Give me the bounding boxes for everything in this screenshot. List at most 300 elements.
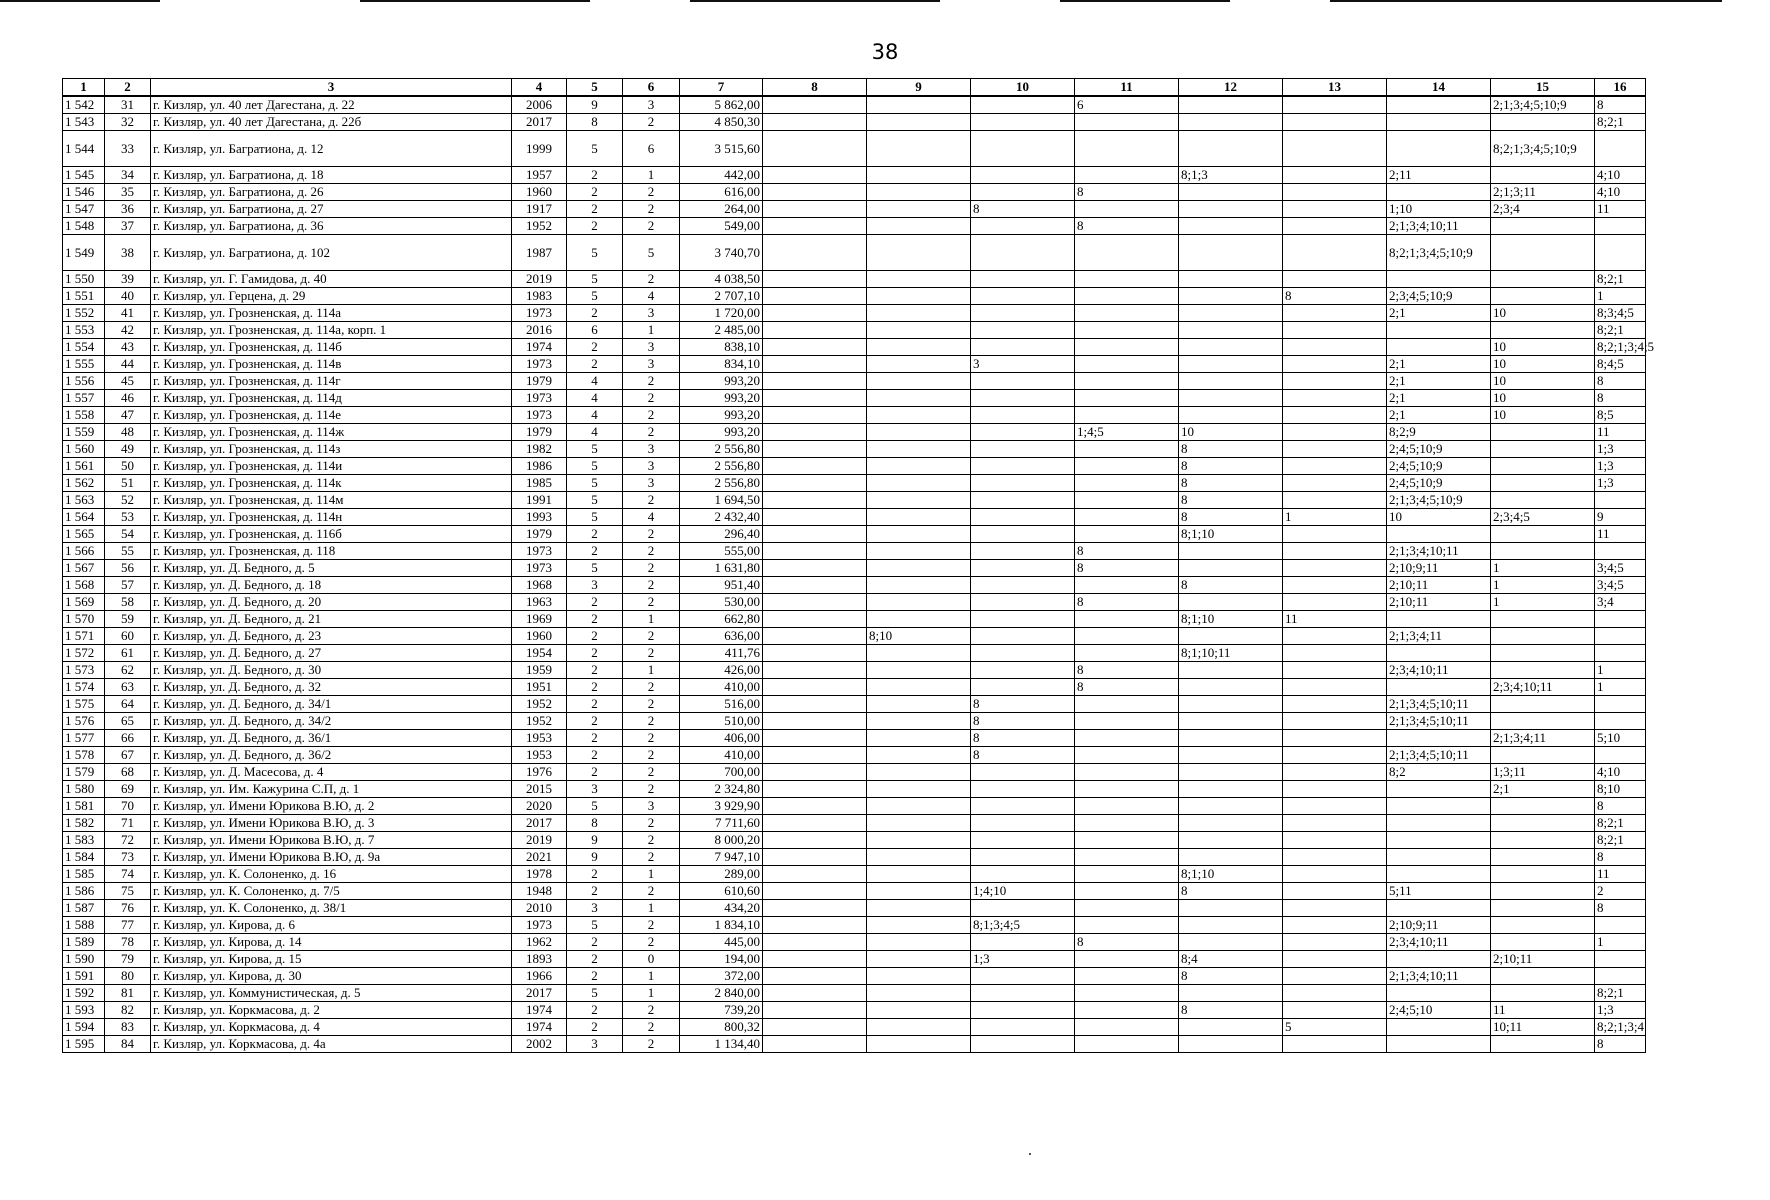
column-header-9: 9	[867, 79, 971, 97]
table-cell-col-11	[1075, 322, 1179, 339]
table-cell-col-3: г. Кизляр, ул. Д. Масесова, д. 4	[151, 764, 512, 781]
table-cell-col-10	[971, 798, 1075, 815]
table-cell-col-4: 1974	[512, 1019, 567, 1036]
table-cell-col-13	[1283, 900, 1387, 917]
table-cell-col-7: 1 720,00	[680, 305, 763, 322]
table-cell-col-5: 2	[567, 1002, 623, 1019]
table-cell-col-1: 1 556	[63, 373, 105, 390]
table-cell-col-1: 1 576	[63, 713, 105, 730]
table-cell-col-2: 38	[105, 235, 151, 271]
table-cell-col-6: 3	[623, 458, 680, 475]
table-cell-col-3: г. Кизляр, ул. Д. Бедного, д. 36/1	[151, 730, 512, 747]
table-cell-col-9	[867, 441, 971, 458]
table-cell-col-2: 78	[105, 934, 151, 951]
table-cell-col-9	[867, 730, 971, 747]
table-cell-col-12: 8;1;10	[1179, 526, 1283, 543]
table-cell-col-14	[1387, 832, 1491, 849]
table-row	[63, 390, 1646, 407]
table-cell-col-10	[971, 373, 1075, 390]
table-cell-col-11	[1075, 441, 1179, 458]
table-cell-col-13	[1283, 390, 1387, 407]
table-cell-col-11	[1075, 1036, 1179, 1053]
table-cell-col-12: 8;1;10;11	[1179, 645, 1283, 662]
table-cell-col-1: 1 563	[63, 492, 105, 509]
table-cell-col-12	[1179, 594, 1283, 611]
table-cell-col-9	[867, 696, 971, 713]
table-cell-col-14	[1387, 849, 1491, 866]
table-cell-col-5: 2	[567, 184, 623, 201]
table-cell-col-13: 1	[1283, 509, 1387, 526]
table-row	[63, 1019, 1646, 1036]
table-row	[63, 866, 1646, 883]
table-cell-col-9	[867, 645, 971, 662]
table-cell-col-15	[1491, 288, 1595, 305]
table-cell-col-2: 47	[105, 407, 151, 424]
table-cell-col-4: 1973	[512, 390, 567, 407]
table-cell-col-1: 1 562	[63, 475, 105, 492]
table-cell-col-6: 3	[623, 305, 680, 322]
table-cell-col-14: 2;1	[1387, 407, 1491, 424]
table-cell-col-10	[971, 594, 1075, 611]
table-cell-col-11	[1075, 832, 1179, 849]
table-cell-col-16: 4;10	[1595, 184, 1646, 201]
table-cell-col-8	[763, 167, 867, 184]
table-cell-col-1: 1 587	[63, 900, 105, 917]
table-cell-col-12	[1179, 1036, 1283, 1053]
table-cell-col-14	[1387, 526, 1491, 543]
table-cell-col-11	[1075, 305, 1179, 322]
table-cell-col-8	[763, 747, 867, 764]
table-row	[63, 543, 1646, 560]
table-cell-col-1: 1 545	[63, 167, 105, 184]
table-cell-col-12: 8	[1179, 968, 1283, 985]
table-cell-col-14: 2;1;3;4;5;10;11	[1387, 696, 1491, 713]
table-cell-col-2: 44	[105, 356, 151, 373]
table-cell-col-2: 64	[105, 696, 151, 713]
table-cell-col-9	[867, 114, 971, 131]
table-cell-col-14: 10	[1387, 509, 1491, 526]
table-cell-col-12	[1179, 832, 1283, 849]
table-cell-col-13	[1283, 934, 1387, 951]
table-cell-col-5: 2	[567, 696, 623, 713]
table-cell-col-15: 2;3;4;10;11	[1491, 679, 1595, 696]
table-cell-col-14	[1387, 815, 1491, 832]
table-cell-col-5: 2	[567, 526, 623, 543]
table-cell-col-3: г. Кизляр, ул. Д. Бедного, д. 23	[151, 628, 512, 645]
table-cell-col-16: 8;4;5	[1595, 356, 1646, 373]
table-cell-col-10	[971, 900, 1075, 917]
table-cell-col-7: 411,76	[680, 645, 763, 662]
table-cell-col-2: 40	[105, 288, 151, 305]
table-cell-col-2: 75	[105, 883, 151, 900]
table-cell-col-5: 4	[567, 373, 623, 390]
table-cell-col-2: 56	[105, 560, 151, 577]
table-cell-col-7: 410,00	[680, 747, 763, 764]
table-cell-col-16: 8;2;1	[1595, 815, 1646, 832]
top-rule-mid1	[360, 0, 590, 2]
table-row	[63, 407, 1646, 424]
table-cell-col-16: 8;2;1;3;4;5	[1595, 339, 1646, 356]
table-cell-col-6: 2	[623, 1036, 680, 1053]
table-row	[63, 271, 1646, 288]
table-cell-col-2: 66	[105, 730, 151, 747]
table-row	[63, 288, 1646, 305]
table-cell-col-4: 1973	[512, 543, 567, 560]
table-cell-col-8	[763, 951, 867, 968]
table-cell-col-16	[1595, 628, 1646, 645]
table-cell-col-7: 406,00	[680, 730, 763, 747]
table-row	[63, 696, 1646, 713]
table-cell-col-8	[763, 390, 867, 407]
table-cell-col-8	[763, 131, 867, 167]
table-cell-col-16: 11	[1595, 866, 1646, 883]
table-cell-col-3: г. Кизляр, ул. Грозненская, д. 114д	[151, 390, 512, 407]
table-cell-col-8	[763, 475, 867, 492]
table-cell-col-5: 6	[567, 322, 623, 339]
table-cell-col-8	[763, 218, 867, 235]
table-cell-col-4: 1982	[512, 441, 567, 458]
table-cell-col-4: 1979	[512, 526, 567, 543]
table-cell-col-9	[867, 577, 971, 594]
table-cell-col-13	[1283, 96, 1387, 114]
table-cell-col-6: 2	[623, 883, 680, 900]
table-cell-col-10	[971, 1002, 1075, 1019]
table-cell-col-4: 1986	[512, 458, 567, 475]
table-cell-col-11	[1075, 201, 1179, 218]
table-cell-col-8	[763, 815, 867, 832]
table-row	[63, 114, 1646, 131]
table-cell-col-14: 2;4;5;10	[1387, 1002, 1491, 1019]
table-cell-col-9	[867, 1002, 971, 1019]
table-cell-col-10: 8;1;3;4;5	[971, 917, 1075, 934]
table-cell-col-3: г. Кизляр, ул. Коркмасова, д. 4	[151, 1019, 512, 1036]
table-cell-col-16	[1595, 968, 1646, 985]
table-cell-col-4: 1969	[512, 611, 567, 628]
table-cell-col-15: 2;1;3;11	[1491, 184, 1595, 201]
table-cell-col-6: 2	[623, 114, 680, 131]
table-cell-col-1: 1 570	[63, 611, 105, 628]
table-cell-col-2: 31	[105, 96, 151, 114]
table-cell-col-10: 8	[971, 713, 1075, 730]
table-cell-col-4: 2021	[512, 849, 567, 866]
table-cell-col-1: 1 561	[63, 458, 105, 475]
table-cell-col-8	[763, 424, 867, 441]
table-cell-col-5: 2	[567, 662, 623, 679]
table-cell-col-12	[1179, 849, 1283, 866]
table-cell-col-7: 1 834,10	[680, 917, 763, 934]
table-cell-col-10	[971, 849, 1075, 866]
table-cell-col-7: 8 000,20	[680, 832, 763, 849]
table-cell-col-14: 2;11	[1387, 167, 1491, 184]
table-cell-col-3: г. Кизляр, ул. Коммунистическая, д. 5	[151, 985, 512, 1002]
table-cell-col-11	[1075, 356, 1179, 373]
table-cell-col-13	[1283, 407, 1387, 424]
table-cell-col-16: 8	[1595, 390, 1646, 407]
table-cell-col-11: 8	[1075, 662, 1179, 679]
table-cell-col-14: 2;10;9;11	[1387, 917, 1491, 934]
table-cell-col-10	[971, 407, 1075, 424]
table-cell-col-8	[763, 407, 867, 424]
table-cell-col-1: 1 573	[63, 662, 105, 679]
table-cell-col-2: 61	[105, 645, 151, 662]
table-cell-col-13	[1283, 235, 1387, 271]
table-cell-col-7: 2 556,80	[680, 441, 763, 458]
table-cell-col-15	[1491, 475, 1595, 492]
table-cell-col-8	[763, 305, 867, 322]
table-cell-col-6: 2	[623, 560, 680, 577]
table-cell-col-9	[867, 968, 971, 985]
table-cell-col-5: 2	[567, 730, 623, 747]
table-cell-col-10: 8	[971, 747, 1075, 764]
table-row	[63, 475, 1646, 492]
table-cell-col-7: 1 134,40	[680, 1036, 763, 1053]
table-cell-col-6: 5	[623, 235, 680, 271]
table-cell-col-7: 834,10	[680, 356, 763, 373]
table-cell-col-2: 63	[105, 679, 151, 696]
table-cell-col-3: г. Кизляр, ул. Кирова, д. 15	[151, 951, 512, 968]
table-cell-col-3: г. Кизляр, ул. Коркмасова, д. 2	[151, 1002, 512, 1019]
table-cell-col-15	[1491, 798, 1595, 815]
table-cell-col-15: 10	[1491, 407, 1595, 424]
table-cell-col-9	[867, 322, 971, 339]
table-cell-col-3: г. Кизляр, ул. Им. Кажурина С.П, д. 1	[151, 781, 512, 798]
table-cell-col-13	[1283, 764, 1387, 781]
table-cell-col-12	[1179, 373, 1283, 390]
table-cell-col-1: 1 557	[63, 390, 105, 407]
table-cell-col-16: 2	[1595, 883, 1646, 900]
table-cell-col-5: 5	[567, 131, 623, 167]
table-cell-col-3: г. Кизляр, ул. Грозненская, д. 114а, корп. 1	[151, 322, 512, 339]
table-cell-col-5: 4	[567, 390, 623, 407]
table-cell-col-1: 1 542	[63, 96, 105, 114]
table-cell-col-12	[1179, 900, 1283, 917]
table-cell-col-7: 4 850,30	[680, 114, 763, 131]
table-cell-col-16	[1595, 917, 1646, 934]
table-cell-col-11	[1075, 1002, 1179, 1019]
table-cell-col-11	[1075, 849, 1179, 866]
table-row	[63, 305, 1646, 322]
table-cell-col-9: 8;10	[867, 628, 971, 645]
table-cell-col-13	[1283, 747, 1387, 764]
table-cell-col-7: 993,20	[680, 390, 763, 407]
table-cell-col-7: 2 840,00	[680, 985, 763, 1002]
table-cell-col-2: 53	[105, 509, 151, 526]
table-row	[63, 509, 1646, 526]
table-cell-col-5: 2	[567, 968, 623, 985]
table-cell-col-4: 1959	[512, 662, 567, 679]
table-cell-col-10: 1;4;10	[971, 883, 1075, 900]
table-cell-col-2: 37	[105, 218, 151, 235]
table-cell-col-5: 5	[567, 492, 623, 509]
table-cell-col-7: 3 929,90	[680, 798, 763, 815]
table-row	[63, 184, 1646, 201]
table-cell-col-1: 1 546	[63, 184, 105, 201]
table-cell-col-3: г. Кизляр, ул. К. Солоненко, д. 38/1	[151, 900, 512, 917]
table-cell-col-2: 65	[105, 713, 151, 730]
table-cell-col-3: г. Кизляр, ул. Кирова, д. 6	[151, 917, 512, 934]
table-cell-col-10	[971, 645, 1075, 662]
table-cell-col-6: 2	[623, 628, 680, 645]
table-cell-col-11	[1075, 713, 1179, 730]
table-row	[63, 917, 1646, 934]
table-cell-col-4: 2019	[512, 832, 567, 849]
table-body	[63, 96, 1655, 1053]
table-row	[63, 458, 1646, 475]
table-cell-col-10: 3	[971, 356, 1075, 373]
table-cell-col-8	[763, 832, 867, 849]
table-cell-col-6: 0	[623, 951, 680, 968]
table-cell-col-6: 2	[623, 679, 680, 696]
table-cell-col-16: 1;3	[1595, 458, 1646, 475]
table-row	[63, 526, 1646, 543]
table-cell-col-5: 2	[567, 356, 623, 373]
table-cell-col-5: 2	[567, 951, 623, 968]
table-cell-col-16	[1595, 492, 1646, 509]
table-cell-col-4: 1974	[512, 339, 567, 356]
table-cell-col-1: 1 590	[63, 951, 105, 968]
table-cell-col-10	[971, 968, 1075, 985]
table-cell-col-6: 1	[623, 968, 680, 985]
table-cell-col-4: 1993	[512, 509, 567, 526]
table-cell-col-15: 8;2;1;3;4;5;10;9	[1491, 131, 1595, 167]
table-cell-col-15	[1491, 815, 1595, 832]
header-row	[63, 79, 1646, 97]
table-cell-col-4: 1973	[512, 407, 567, 424]
table-cell-col-12	[1179, 713, 1283, 730]
table-cell-col-12: 8	[1179, 883, 1283, 900]
table-cell-col-4: 1973	[512, 560, 567, 577]
table-cell-col-6: 2	[623, 849, 680, 866]
table-cell-col-4: 2006	[512, 96, 567, 114]
table-cell-col-2: 60	[105, 628, 151, 645]
table-cell-col-11: 8	[1075, 934, 1179, 951]
table-cell-col-7: 2 485,00	[680, 322, 763, 339]
table-cell-col-6: 2	[623, 577, 680, 594]
table-row	[63, 713, 1646, 730]
table-cell-col-13	[1283, 951, 1387, 968]
table-cell-col-7: 2 432,40	[680, 509, 763, 526]
table-cell-col-14: 2;1;3;4;10;11	[1387, 968, 1491, 985]
table-cell-col-1: 1 566	[63, 543, 105, 560]
table-cell-col-6: 1	[623, 900, 680, 917]
table-cell-col-14: 2;1	[1387, 356, 1491, 373]
table-cell-col-6: 2	[623, 594, 680, 611]
table-cell-col-9	[867, 781, 971, 798]
scan-speck	[1029, 1153, 1031, 1155]
table-cell-col-16: 9	[1595, 509, 1646, 526]
table-cell-col-10	[971, 271, 1075, 288]
table-cell-col-1: 1 552	[63, 305, 105, 322]
table-cell-col-16: 4;10	[1595, 167, 1646, 184]
table-cell-col-2: 69	[105, 781, 151, 798]
table-cell-col-2: 82	[105, 1002, 151, 1019]
table-cell-col-13	[1283, 985, 1387, 1002]
table-cell-col-10	[971, 339, 1075, 356]
table-cell-col-7: 7 711,60	[680, 815, 763, 832]
table-cell-col-14: 2;10;11	[1387, 577, 1491, 594]
table-cell-col-11	[1075, 747, 1179, 764]
table-cell-col-5: 3	[567, 781, 623, 798]
table-cell-col-7: 372,00	[680, 968, 763, 985]
table-cell-col-13	[1283, 628, 1387, 645]
top-rule-mid2	[690, 0, 940, 2]
table-cell-col-13	[1283, 696, 1387, 713]
table-cell-col-16: 11	[1595, 424, 1646, 441]
table-cell-col-3: г. Кизляр, ул. Грозненская, д. 114в	[151, 356, 512, 373]
table-cell-col-4: 1952	[512, 713, 567, 730]
table-cell-col-7: 739,20	[680, 1002, 763, 1019]
table-cell-col-9	[867, 424, 971, 441]
table-cell-col-15	[1491, 832, 1595, 849]
table-cell-col-13	[1283, 424, 1387, 441]
table-cell-col-16: 1	[1595, 662, 1646, 679]
table-cell-col-2: 67	[105, 747, 151, 764]
table-cell-col-7: 993,20	[680, 424, 763, 441]
table-cell-col-9	[867, 951, 971, 968]
table-cell-col-10	[971, 628, 1075, 645]
table-cell-col-7: 993,20	[680, 373, 763, 390]
table-cell-col-3: г. Кизляр, ул. Грозненская, д. 114г	[151, 373, 512, 390]
table-row	[63, 356, 1646, 373]
table-cell-col-4: 1957	[512, 167, 567, 184]
table-cell-col-9	[867, 526, 971, 543]
table-cell-col-16: 8;2;1;3;4	[1595, 1019, 1646, 1036]
table-cell-col-9	[867, 131, 971, 167]
table-cell-col-8	[763, 713, 867, 730]
table-cell-col-13	[1283, 305, 1387, 322]
table-cell-col-3: г. Кизляр, ул. Грозненская, д. 116б	[151, 526, 512, 543]
table-cell-col-12	[1179, 305, 1283, 322]
table-cell-col-15	[1491, 167, 1595, 184]
table-cell-col-6: 4	[623, 509, 680, 526]
table-cell-col-9	[867, 866, 971, 883]
table-cell-col-1: 1 589	[63, 934, 105, 951]
table-cell-col-11	[1075, 764, 1179, 781]
table-cell-col-2: 41	[105, 305, 151, 322]
table-cell-col-6: 2	[623, 832, 680, 849]
table-cell-col-11	[1075, 167, 1179, 184]
table-cell-col-16: 8	[1595, 798, 1646, 815]
table-cell-col-1: 1 559	[63, 424, 105, 441]
table-cell-col-3: г. Кизляр, ул. Имени Юрикова В.Ю, д. 7	[151, 832, 512, 849]
table-cell-col-9	[867, 883, 971, 900]
table-cell-col-1: 1 577	[63, 730, 105, 747]
table-cell-col-1: 1 571	[63, 628, 105, 645]
table-cell-col-1: 1 575	[63, 696, 105, 713]
table-cell-col-12	[1179, 288, 1283, 305]
table-cell-col-8	[763, 764, 867, 781]
table-cell-col-3: г. Кизляр, ул. Д. Бедного, д. 5	[151, 560, 512, 577]
table-cell-col-1: 1 569	[63, 594, 105, 611]
table-row	[63, 968, 1646, 985]
table-cell-col-13	[1283, 218, 1387, 235]
table-cell-col-15	[1491, 849, 1595, 866]
table-cell-col-6: 1	[623, 662, 680, 679]
table-cell-col-6: 2	[623, 424, 680, 441]
table-cell-col-8	[763, 114, 867, 131]
table-cell-col-14: 2;4;5;10;9	[1387, 441, 1491, 458]
table-cell-col-4: 1953	[512, 747, 567, 764]
table-cell-col-10	[971, 526, 1075, 543]
table-cell-col-15	[1491, 441, 1595, 458]
table-cell-col-3: г. Кизляр, ул. Грозненская, д. 114н	[151, 509, 512, 526]
table-cell-col-6: 2	[623, 271, 680, 288]
table-cell-col-16: 8	[1595, 373, 1646, 390]
table-cell-col-10	[971, 235, 1075, 271]
table-row	[63, 201, 1646, 218]
table-cell-col-16: 1;3	[1595, 1002, 1646, 1019]
table-cell-col-8	[763, 1002, 867, 1019]
